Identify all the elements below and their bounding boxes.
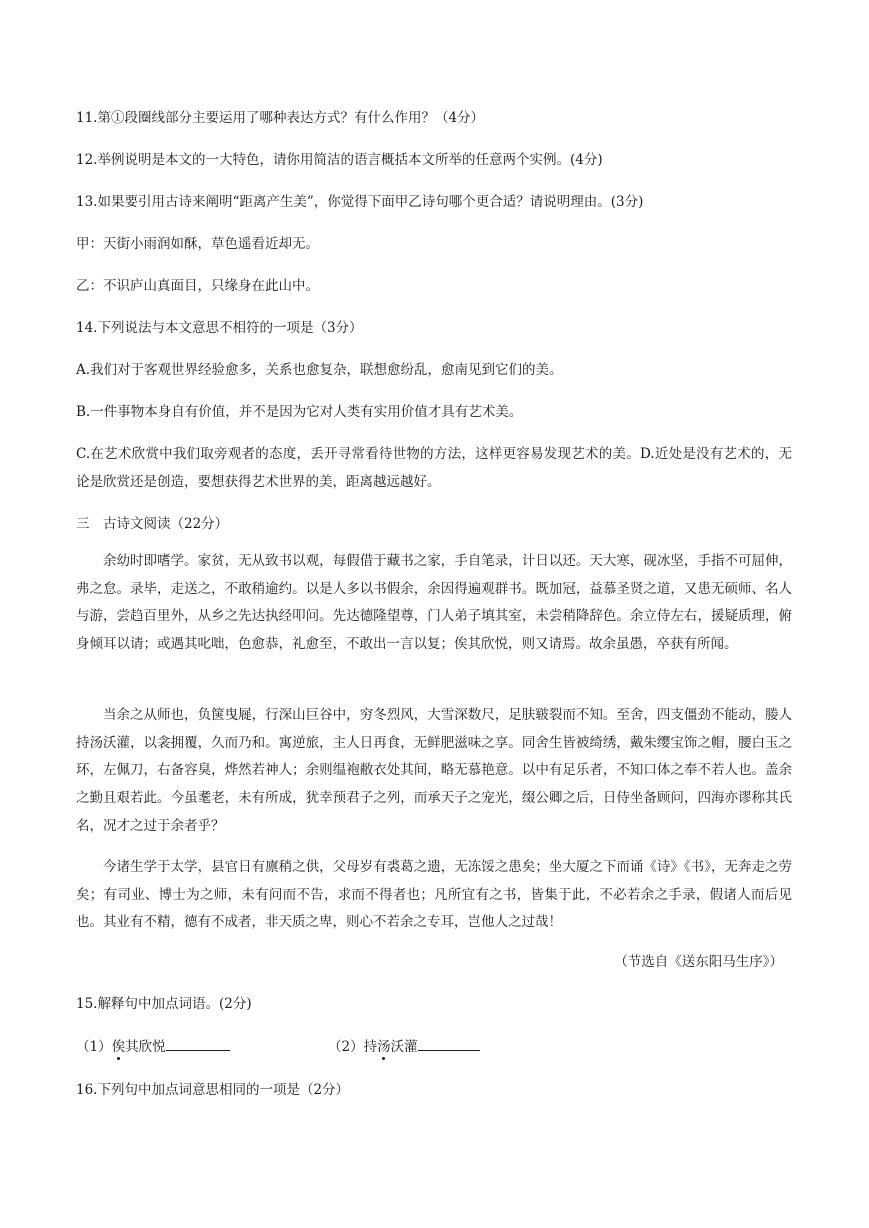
- item-suffix: 其欣悦: [125, 1039, 166, 1055]
- question-11: 11.第①段圈线部分主要运用了哪种表达方式？有什么作用？（4分）: [76, 110, 485, 126]
- question-15-item-2: [328, 1036, 480, 1057]
- item-prefix: （1）: [76, 1039, 112, 1055]
- section-3-heading: 三 古诗文阅读（22分）: [76, 516, 229, 532]
- passage-source: （节选自《送东阳马生序》）: [614, 954, 783, 970]
- passage-paragraph-2: [76, 702, 792, 841]
- dotted-word: 俟: [111, 1039, 126, 1055]
- question-13: 13.如果要引用古诗来阐明“距离产生美”，你觉得下面甲乙诗句哪个更合适？请说明理由。(3分): [76, 194, 644, 210]
- question-12: 12.举例说明是本文的一大特色，请你用简洁的语言概括本文所举的任意两个实例。(4分): [76, 152, 603, 168]
- question-15: 15.解释句中加点词语。(2分): [76, 996, 252, 1012]
- question-13-option-yi: 乙：不识庐山真面目，只缘身在此山中。: [76, 278, 319, 294]
- question-15-item-1: [76, 1036, 230, 1057]
- passage-paragraph-3: [76, 854, 792, 937]
- question-14: 14.下列说法与本文意思不相符的一项是（3分）: [76, 320, 363, 336]
- option-c-d-text: C.在艺术欣赏中我们取旁观者的态度，丢开寻常看待世物的方法，这样更容易发现艺术的美。D.近处是没有艺术的，无论是欣赏还是创造，要想获得艺术世界的美，距离越远越好。: [76, 446, 792, 490]
- question-14-option-a: A.我们对于客观世界经验愈多，关系也愈复杂，联想愈纷乱，愈南见到它们的美。: [76, 362, 563, 378]
- question-16: 16.下列句中加点词意思相同的一项是（2分）: [76, 1082, 350, 1098]
- question-14-option-b: B.一件事物本身自有价值，并不是因为它对人类有实用价值才具有艺术美。: [76, 404, 523, 420]
- passage-text: 今诸生学于太学，县官日有廪稍之供，父母岁有裘葛之遗，无冻馁之患矣；坐大厦之下而诵《诗》《书》，无奔走之劳矣；有司业、博士为之师，未有问而不告，求而不得者也；凡所宜有之书，皆集于此，不必若余之手录，假诸人而后见也。其业有不精，德有不成者，非天质之卑，则心不若余之专耳，岂他人之过哉！: [76, 859, 792, 931]
- answer-blank-2[interactable]: [418, 1036, 480, 1051]
- item-prefix: （2）持: [328, 1039, 378, 1055]
- passage-text: 余幼时即嗜学。家贫，无从致书以观，每假借于藏书之家，手自笔录，计日以还。天大寒，砚冰坚，手指不可屈伸，弗之怠。录毕，走送之，不敢稍逾约。以是人多以书假余，余因得遍观群书。既加冠，益慕圣贤之道，又患无硕师、名人与游，尝趋百里外，从乡之先达执经叩问。先达德隆望尊，门人弟子填其室，未尝稍降辞色。余立侍左右，援疑质理，俯身倾耳以请；或遇其叱咄，色愈恭，礼愈至，不敢出一言以复；俟其欣悦，则又请焉。故余虽愚，卒获有所闻。: [76, 553, 792, 653]
- question-14-options-c-d: [76, 440, 792, 496]
- passage-text: 当余之从师也，负箧曳屣，行深山巨谷中，穷冬烈风，大雪深数尺，足肤皲裂而不知。至舍，四支僵劲不能动，媵人持汤沃灌，以衾拥覆，久而乃和。寓逆旅，主人日再食，无鲜肥滋味之享。同舍生皆被绮绣，戴朱缨宝饰之帽，腰白玉之环，左佩刀，右备容臭，烨然若神人；余则缊袍敝衣处其间，略无慕艳意。以中有足乐者，不知口体之奉不若人也。盖余之勤且艰若此。今虽耄老，未有所成，犹幸预君子之列，而承天子之宠光，缀公卿之后，日侍坐备顾问，四海亦谬称其氏名，况才之过于余者乎？: [76, 707, 792, 834]
- answer-blank-1[interactable]: [166, 1036, 230, 1051]
- passage-paragraph-1: [76, 548, 792, 659]
- item-suffix: 沃灌: [390, 1039, 418, 1055]
- dotted-word: 汤: [377, 1039, 391, 1055]
- question-13-option-jia: 甲：天街小雨润如酥，草色遥看近却无。: [76, 236, 319, 252]
